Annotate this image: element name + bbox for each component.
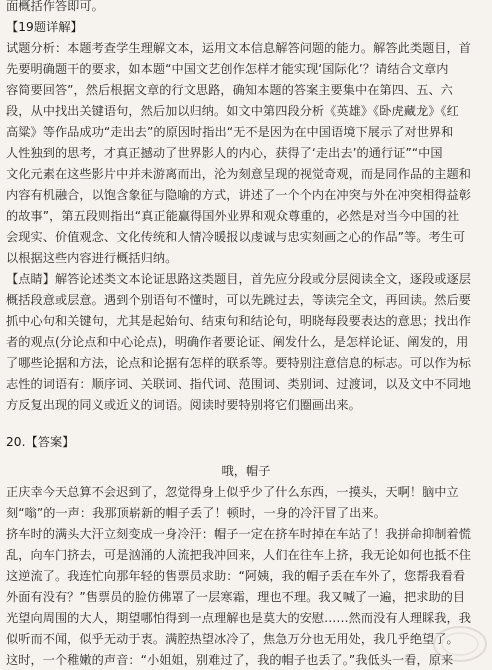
text-line: 这时，一个稚嫩的声音：“小姐姐，别难过了，我的帽子也丢了。”我低头一看，原来 <box>6 653 454 667</box>
text-line: 这逆流了。我连忙向那年轻的售票员求助：“阿姨，我的帽子丢在车外了，您帮我看看 <box>6 569 466 583</box>
text-line: 正庆幸今天总算不会迟到了，忽觉得身上似乎少了什么东西，一摸头，天啊！脑中立 <box>6 485 459 499</box>
text-line: 概括段意或层意。遇到个别语句不懂时，可以先跳过去，等读完全文，再回读。然后要 <box>6 293 472 307</box>
text-line: 面概括作答即可。 <box>6 0 104 13</box>
text-line: 【点睛】解答论述类文本论证思路这类题目，首先应分段或分层阅读全文，逐段或逐层 <box>6 272 472 286</box>
text-line: 志性的词语有：顺序词、关联词、指代词、范围词、类别词、过渡词，以及文中不同地 <box>6 377 472 391</box>
text-line: 似听而不闻，似乎无动于衷。满腔热望冰冷了，焦急万分也无用处，我几乎绝望了。 <box>6 632 459 646</box>
text-line: 容简要回答”，然后根据文章的行文思路，确知本题的答案主要集中在第四、五、六 <box>6 83 453 97</box>
essay-title: 哦，帽子 <box>221 464 271 478</box>
text-line: 了哪些论据和方法，论点和论据有怎样的联系等。要特别注意信息的标志。可以作为标 <box>6 356 472 370</box>
text-line: 光望向周围的大人，期望哪怕得到一点理解也是莫大的安慰……然而没有人理睬我，我 <box>6 611 472 625</box>
text-line: 抓中心句和关键句，尤其是起始句、结束句和结论句，明晓每段要表达的意思；找出作 <box>6 314 472 328</box>
text-line: 先要明确题干的要求，如本题“中国文艺创作怎样才能实现‘国际化’？请结合文章内 <box>6 62 449 76</box>
text-line: 的故事”，第五段则指出“真正能赢得国外业界和观众尊重的，必然是对当今中国的社 <box>6 209 460 223</box>
text-line: 高粱》等作品成功“走出去”的原因时指出“无不是因为在中国语境下展示了对世界和 <box>6 125 454 139</box>
watermark-logo <box>430 622 490 666</box>
text-line: 以根据这些内容进行概括归纳。 <box>6 251 178 265</box>
text-line: 会现实、价值观念、文化传统和人情冷暖报以虔诚与忠实刻画之心的作品”等。考生可 <box>6 230 466 244</box>
text-line: 刻“嗡”的一声：我那顶崭新的帽子丢了！顿时，一身的冷汗冒了出来。 <box>6 506 386 520</box>
text-line: 内容有机融合，以饱含象征与隐喻的方式，讲述了一个个内在冲突与外在冲突相得益彰 <box>6 188 472 202</box>
text-line: 乱，向车门挤去，可是汹涌的人流把我冲回来，人们在往车上挤，我无论如何也抵不住 <box>6 548 472 562</box>
text-line: 文化元素在这些影片中并未游离而出，沦为刻意呈现的视觉奇观，而是同作品的主题和 <box>6 167 472 181</box>
text-line: 挤车时的满头大汗立刻变成一身冷汗：帽子一定在挤车时掉在车站了！我拼命抑制着慌 <box>6 527 472 541</box>
text-line: 外面有没有？”售票员的脸仿佛罩了一层寒霜，理也不理。我又喊了一遍，把求助的目 <box>6 590 466 604</box>
section-heading-19: 【19题详解】 <box>6 20 83 34</box>
answer-heading-20: 20.【答案】 <box>6 435 75 449</box>
text-line: 试题分析：本题考查学生理解文本，运用文本信息解答问题的能力。解答此类题目，首 <box>6 41 472 55</box>
text-line: 者的观点(分论点和中心论点)，明确作者要论证、阐发什么，是怎样论证、阐发的，用 <box>6 335 469 349</box>
text-line: 人性独到的思考，才真正撼动了世界影人的内心，获得了‘走出去’的通行证”“中国 <box>6 146 443 160</box>
text-line: 段，从中找出关键语句，然后加以归纳。如文中第四段分析《英雄》《卧虎藏龙》《红 <box>6 104 459 118</box>
text-line: 方反复出现的同义或近义的词语。阅读时要特别将它们圈画出来。 <box>6 398 361 412</box>
